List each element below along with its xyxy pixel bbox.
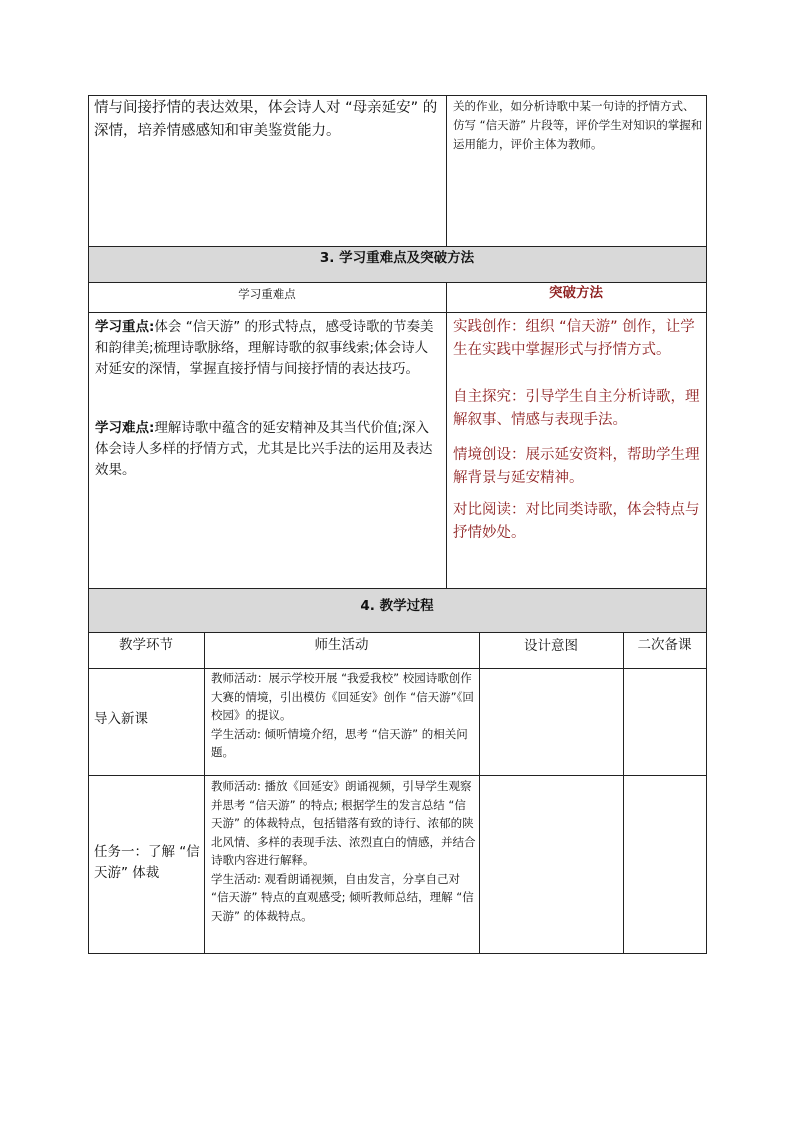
method-item: 自主探究：引导学生自主分析诗歌，理解叙事、情感与表现手法。 (453, 389, 700, 428)
student-activity: 学生活动: 倾听情境介绍，思考 “信天游” 的相关问题。 (211, 726, 468, 759)
table-border (88, 312, 707, 313)
table-border (88, 775, 707, 776)
difficult-point-block (95, 418, 441, 481)
table-border (88, 246, 707, 247)
method-item: 情境创设：展示延安资料，帮助学生理解背景与延安精神。 (453, 447, 700, 486)
table-border (623, 632, 624, 954)
student-activity: 学生活动: 观看朗诵视频，自由发言，分享自己对 “信天游” 特点的直观感受; 倾听教师总结，理解 “信天游” 的体裁特点。 (211, 871, 474, 923)
table-border (88, 953, 707, 954)
table-border (88, 95, 707, 96)
col-header-stage: 教学环节 (119, 637, 173, 653)
table-border (706, 95, 707, 954)
objective-text: 情与间接抒情的表达效果，体会诗人对 “母亲延安” 的深情，培养情感感知和审美鉴赏能力。 (94, 100, 438, 139)
key-difficulty-header: 学习重难点 (238, 287, 296, 301)
table-border (446, 95, 447, 246)
col-header-intent: 设计意图 (524, 638, 578, 654)
method-item: 实践创作：组织 “信天游” 创作，让学生在实践中掌握形式与抒情方式。 (453, 319, 695, 358)
teacher-activity: 教师活动：展示学校开展 “我爱我校” 校园诗歌创作大赛的情境，引出模仿《回延安》创作 “信天游”《回校园》的提议。 (211, 671, 474, 722)
table-border (88, 588, 707, 589)
table-border (88, 95, 89, 954)
activity-cell (211, 669, 476, 762)
section4-title: 4. 教学过程 (360, 598, 434, 614)
method-header: 突破方法 (549, 285, 603, 301)
table-border (204, 632, 205, 954)
activity-cell (211, 777, 476, 925)
teacher-activity: 教师活动: 播放《回延安》朗诵视频，引导学生观察并思考 “信天游” 的特点; 根据学生的发言总结 “信天游” 的体裁特点，包括错落有致的诗行、浓郁的陕北风情、多样的表现手法、浓烈直白的情感，并结合诗歌内容进行解释。 (211, 779, 476, 867)
key-point-label: 学习重点: (95, 319, 155, 335)
difficult-point-label: 学习难点: (95, 420, 155, 436)
stage-cell: 任务一：了解 “信天游” 体裁 (94, 844, 200, 881)
col-header-revision: 二次备课 (637, 637, 692, 653)
table-border (446, 282, 447, 588)
evaluation-text: 关的作业，如分析诗歌中某一句诗的抒情方式、仿写 “信天游” 片段等，评价学生对知识的掌握和运用能力，评价主体为教师。 (453, 99, 703, 151)
method-item: 对比阅读：对比同类诗歌，体会特点与抒情妙处。 (453, 502, 700, 541)
section3-title: 3. 学习重难点及突破方法 (319, 250, 475, 266)
difficult-point-text: 理解诗歌中蕴含的延安精神及其当代价值;深入体会诗人多样的抒情方式，尤其是比兴手法的运用及表达效果。 (95, 420, 433, 478)
key-point-text: 体会 “信天游” 的形式特点，感受诗歌的节奏美和韵律美;梳理诗歌脉络，理解诗歌的叙事线索;体会诗人对延安的深情，掌握直接抒情与间接抒情的表达技巧。 (95, 319, 434, 377)
table-border (88, 632, 707, 633)
table-border (479, 632, 480, 954)
col-header-activity: 师生活动 (314, 637, 369, 653)
stage-cell: 导入新课 (94, 711, 148, 727)
key-point-block (95, 317, 441, 380)
